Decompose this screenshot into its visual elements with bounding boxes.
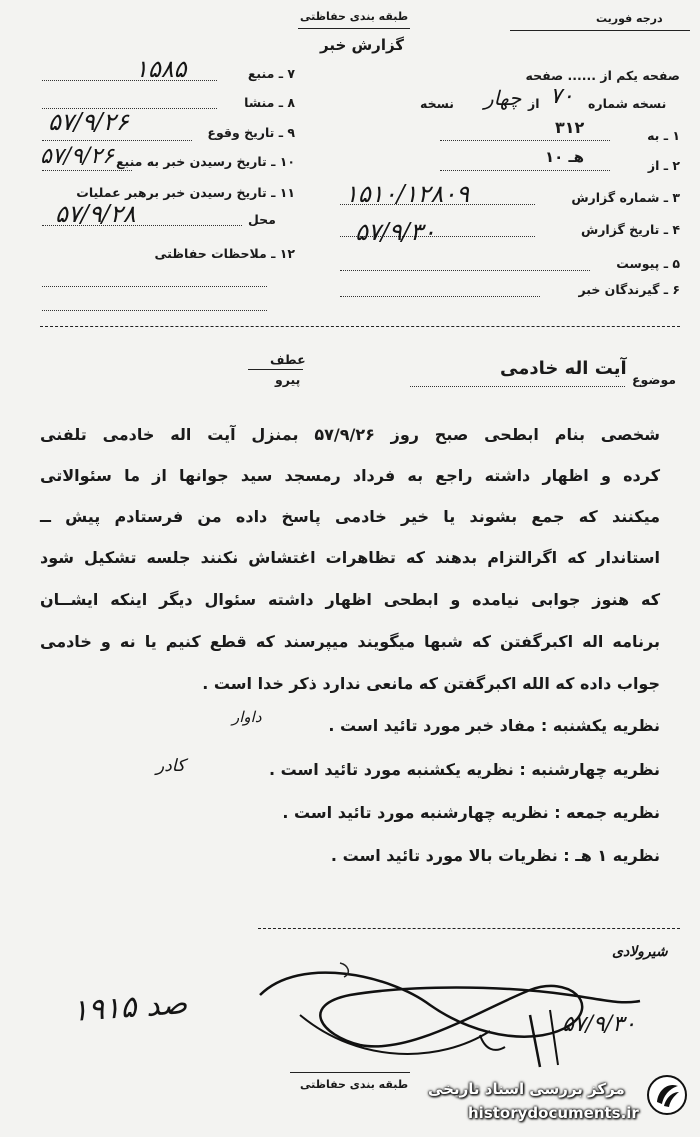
opinion-1-margin-note: داوار: [232, 708, 262, 726]
field-2-value: ۱۰ هـ: [545, 148, 585, 166]
page-of-label: صفحه یکم از ...... صفحه: [525, 68, 680, 83]
copy-of-label: از: [528, 96, 540, 111]
opinion-friday: نظریه جمعه : نظریه چهارشنبه مورد تائید است .: [282, 803, 660, 822]
opinion-1h: نظریه ۱ هـ : نظریات بالا مورد تائید است .: [330, 846, 660, 865]
opinion-wednesday: نظریه چهارشنبه : نظریه یکشنبه مورد تائید است .: [268, 760, 660, 779]
copy-total-value: چهار: [484, 86, 522, 110]
watermark-fa: مرکز بررسی اسناد تاریخی: [428, 1080, 625, 1098]
field-11-value: ۵۷/۹/۲۸: [55, 200, 136, 228]
field-5-line: [340, 270, 590, 271]
archive-logo-icon: [646, 1074, 688, 1116]
field-7-line: [42, 80, 217, 81]
ref2-label: پیرو: [275, 372, 301, 387]
field-9-value: ۵۷/۹/۲۶: [48, 108, 129, 136]
bottom-left-handwritten-note: ۱۹۱۵ صد: [70, 986, 189, 1029]
urgency-label: درجه فوریت: [596, 12, 663, 25]
field-1-label: ۱ ـ به: [647, 128, 680, 143]
copy-unit-label: نسخه: [420, 96, 455, 111]
body-line-1: شخصی بنام ابطحی صبح روز ۵۷/۹/۲۶ بمنزل آیت اله خادمی تلفنی: [40, 425, 660, 444]
copy-number-value: ۷۰: [550, 84, 574, 109]
field-1-line: [440, 140, 610, 141]
signature-date: ۵۷/۹/۳۰: [562, 1012, 636, 1037]
field-10-value: ۵۷/۹/۲۶: [40, 144, 114, 169]
field-7-value: ۱۵۸۵: [135, 55, 187, 83]
field-12-label: ۱۲ ـ ملاحظات حفاظتی: [154, 246, 295, 261]
body-line-3: میکنند که جمع بشوند یا خیر خادمی پاسخ داده من فرستادم پیش ــ: [40, 507, 660, 526]
field-12-line-2: [42, 310, 267, 311]
field-3-value: ۱۵۱۰/۱۲۸۰۹: [345, 180, 470, 208]
copy-number-label: نسخه شماره: [588, 96, 667, 111]
field-2-line: [440, 170, 610, 171]
subject-value: آیت اله خادمی: [500, 358, 627, 379]
field-7-label: ۷ ـ منبع: [247, 66, 295, 81]
field-8-label: ۸ ـ منشا: [244, 95, 295, 110]
signature-box-top: [258, 928, 680, 929]
field-11-label: ۱۱ ـ تاریخ رسیدن خبر برهبر عملیات: [76, 185, 295, 200]
body-line-5: که هنوز جوابی نیامده و ابطحی اظهار داشته سئوال دیگر اینکه ایشــان: [40, 590, 660, 609]
footer-rule: [290, 1072, 410, 1073]
doc-title: گزارش خبر: [320, 36, 405, 54]
field-9-label: ۹ ـ تاریخ وقوع: [207, 125, 295, 140]
signature-name: شیرولادی: [612, 944, 668, 960]
field-9-line: [42, 140, 192, 141]
footer-classification: طبقه بندی حفاظتی: [300, 1078, 409, 1091]
field-10-label: ۱۰ ـ تاریخ رسیدن خبر به منبع: [115, 154, 295, 169]
header-divider: [40, 326, 680, 327]
urgency-rule: [510, 30, 690, 31]
body-line-7: جواب داده که الله اکبرگفتن که مانعی ندارد ذکر خدا است .: [202, 674, 660, 693]
ref-label: عطف: [270, 352, 306, 367]
field-5-label: ۵ ـ پیوست: [616, 256, 680, 271]
field-6-line: [340, 296, 540, 297]
field-4-value: ۵۷/۹/۳۰: [355, 218, 436, 246]
opinion-sunday: نظریه یکشنبه : مفاد خبر مورد تائید است .: [328, 716, 660, 735]
field-4-label: ۴ ـ تاریخ گزارش: [580, 222, 680, 237]
body-line-6: برنامه اله اکبرگفتن که شبها میگویند میپرسند که قطع کنیم یا نه و خادمی: [40, 632, 660, 651]
opinion-2-margin-note: کادر: [156, 756, 186, 776]
signature-scribble: [240, 935, 680, 1070]
body-line-4: استاندار که اگرالتزام بدهند که تظاهرات اغتشاش نکنند جلسه تشکیل شود: [40, 548, 660, 567]
field-1-value: ۳۱۲: [555, 118, 585, 137]
header-rule: [298, 28, 410, 29]
header-classification: طبقه بندی حفاظتی: [300, 10, 409, 23]
field-6-label: ۶ ـ گیرندگان خبر: [578, 282, 680, 297]
subject-label: موضوع: [632, 372, 677, 387]
field-12-line-1: [42, 286, 267, 287]
field-10-line: [42, 170, 132, 171]
place-label: محل: [248, 212, 276, 227]
watermark-url: historydocuments.ir: [468, 1104, 639, 1122]
field-3-label: ۳ ـ شماره گزارش: [571, 190, 680, 205]
ref-rule: [248, 369, 303, 370]
body-line-2: کرده و اظهار داشته راجع به فرداد رمسجد سید جوانها از ما سئوالاتی: [40, 466, 660, 485]
subject-line: [410, 386, 625, 387]
field-2-label: ۲ ـ از: [647, 158, 680, 173]
